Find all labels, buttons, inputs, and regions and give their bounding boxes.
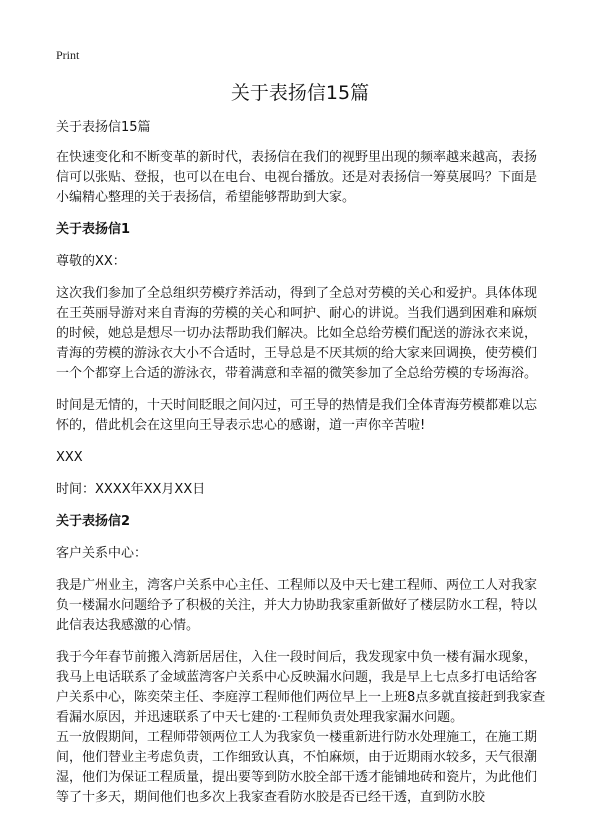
letter-2-heading: 关于表扬信2 [56, 514, 131, 529]
document-title: 关于表扬信15篇 [230, 82, 370, 104]
intro-paragraph: 在快速变化和不断变革的新时代，表扬信在我们的视野里出现的频率越来越高，表扬信可以张贴、登报，也可以在电台、电视台播放。还是对表扬信一筹莫展吗？下面是小编精心整理的关于表扬信，希望能够帮助到大家。 [56, 150, 538, 205]
print-label: Print [56, 48, 80, 62]
letter-2-paragraph-1: 我是广州业主，湾客户关系中心主任、工程师以及中天七建工程师、两位工人对我家负一楼漏水问题给予了积极的关注，并大力协助我家重新做好了楼层防水工程，特以此信表达我感激的心情。 [56, 578, 538, 633]
letter-1-paragraph-2: 时间是无情的，十天时间眨眼之间闪过，可王导的热情是我们全体青海劳模都难以忘怀的，借此机会在这里向王导表示忠心的感谢，道一声你辛苦啦! [56, 398, 538, 433]
letter-2-paragraph-2: 我于今年春节前搬入湾新居居住，入住一段时间后，我发现家中负一楼有漏水现象，我马上电话联系了金域蓝湾客户关系中心反映漏水问题，我是早上七点多打电话给客户关系中心，陈奕荣主任、李庭淳工程师他们两位早上一上班8点多就直接赶到我家查看漏水原因，并迅速联系了中天七建的·工程师负责处理我家漏水问题。 [56, 650, 546, 725]
letter-1-date: 时间：XXXX年XX月XX日 [56, 482, 206, 497]
letter-1-salutation: 尊敬的XX： [56, 254, 126, 269]
intro-subtitle: 关于表扬信15篇 [56, 120, 151, 135]
letter-1-heading: 关于表扬信1 [56, 222, 131, 237]
letter-2-salutation: 客户关系中心： [56, 546, 148, 561]
letter-1-signature: XXX [56, 450, 83, 465]
letter-1-paragraph-1: 这次我们参加了全总组织劳模疗养活动，得到了全总对劳模的关心和爱护。具体体现在王英丽导游对来自青海的劳模的关心和呵护、耐心的讲说。当我们遇到困难和麻烦的时候，她总是想尽一切办法帮助我们解决。比如全总给劳模们配送的游泳衣来说，青海的劳模的游泳衣大小不合适时，王导总是不厌其烦的给大家来回调换，使劳模们一个个都穿上合适的游泳衣，带着满意和幸福的微笑参加了全总给劳模的专场海浴。 [56, 286, 538, 381]
letter-2-paragraph-3: 五一放假期间，工程师带领两位工人为我家负一楼重新进行防水处理施工，在施工期间，他们替业主考虑负责，工作细致认真，不怕麻烦，由于近期雨水较多，天气很潮湿，他们为保证工程质量，提出要等到防水胶全部干透才能铺地砖和瓷片，为此他们等了十多天，期间他们也多次上我家查看防水胶是否已经干透，直到防水胶 [56, 730, 538, 805]
document-body [56, 118, 546, 808]
